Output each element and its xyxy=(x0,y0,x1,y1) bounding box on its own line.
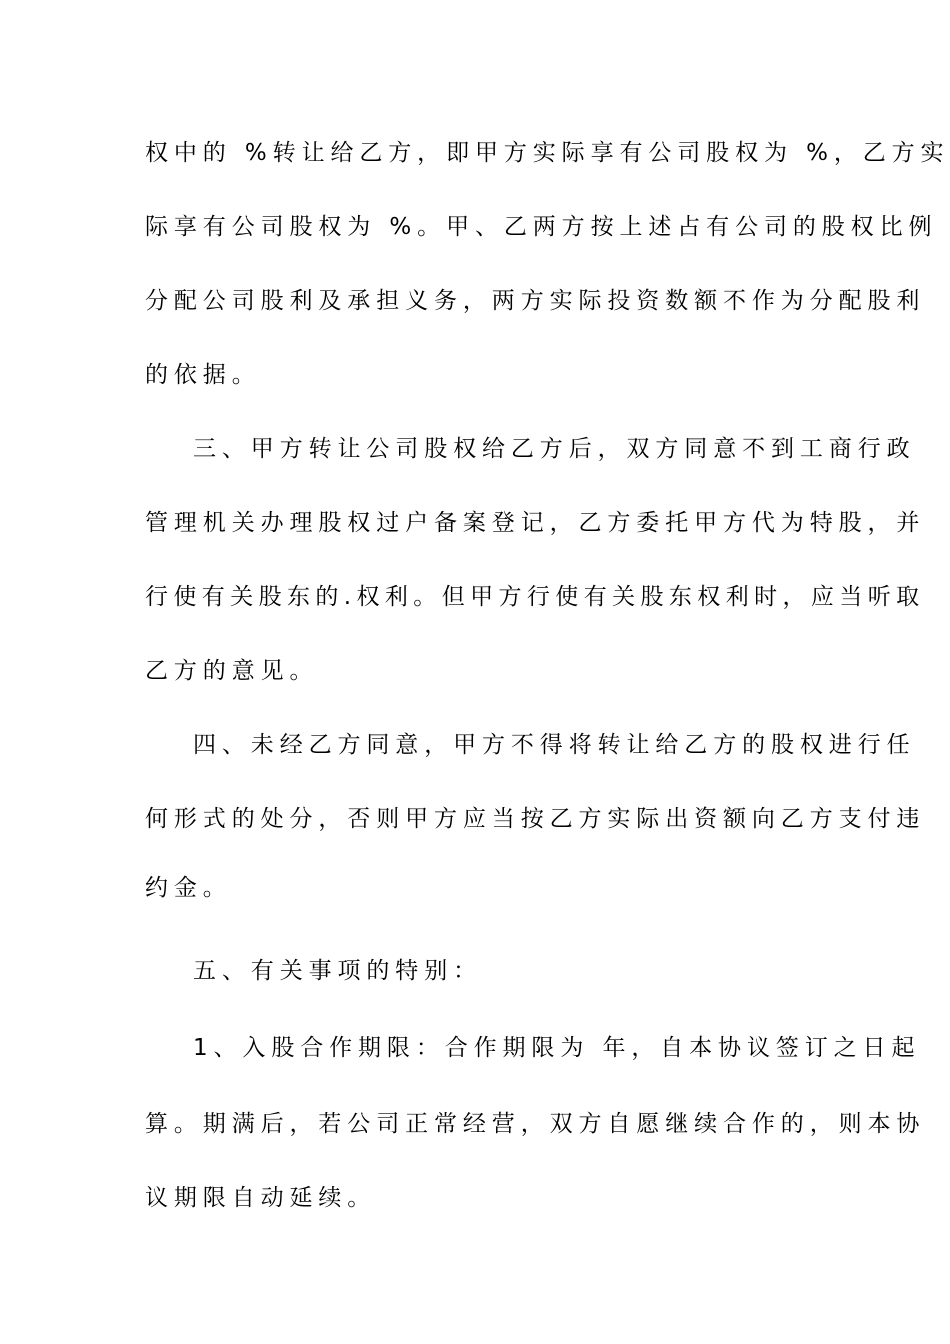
text-line: 约金。 xyxy=(145,875,232,901)
text-line: 权中的 %转让给乙方，即甲方实际享有公司股权为 %，乙方实 xyxy=(145,140,950,166)
paragraph-heading-5: 五、有关事项的特别： xyxy=(193,958,482,984)
text-line: 何形式的处分，否则甲方应当按乙方实际出资额向乙方支付违 xyxy=(145,806,926,832)
text-line: 管理机关办理股权过户备案登记，乙方委托甲方代为特股，并 xyxy=(145,510,926,536)
text-line: 行使有关股东的.权利。但甲方行使有关股东权利时，应当听取 xyxy=(145,584,925,610)
text-line: 议期限自动延续。 xyxy=(145,1185,377,1211)
text-line: 际享有公司股权为 %。甲、乙两方按上述占有公司的股权比例 xyxy=(145,214,938,240)
clause-1: 1、入股合作期限：合作期限为 年，自本协议签订之日起 xyxy=(193,1035,921,1061)
text-line: 的依据。 xyxy=(145,362,261,388)
text-line: 算。期满后，若公司正常经营，双方自愿继续合作的，则本协 xyxy=(145,1111,926,1137)
paragraph-heading-3: 三、甲方转让公司股权给乙方后，双方同意不到工商行政 xyxy=(193,436,916,462)
paragraph-heading-4: 四、未经乙方同意，甲方不得将转让给乙方的股权进行任 xyxy=(193,732,916,758)
text-line: 分配公司股利及承担义务，两方实际投资数额不作为分配股利 xyxy=(145,288,926,314)
text-line: 乙方的意见。 xyxy=(145,658,319,684)
